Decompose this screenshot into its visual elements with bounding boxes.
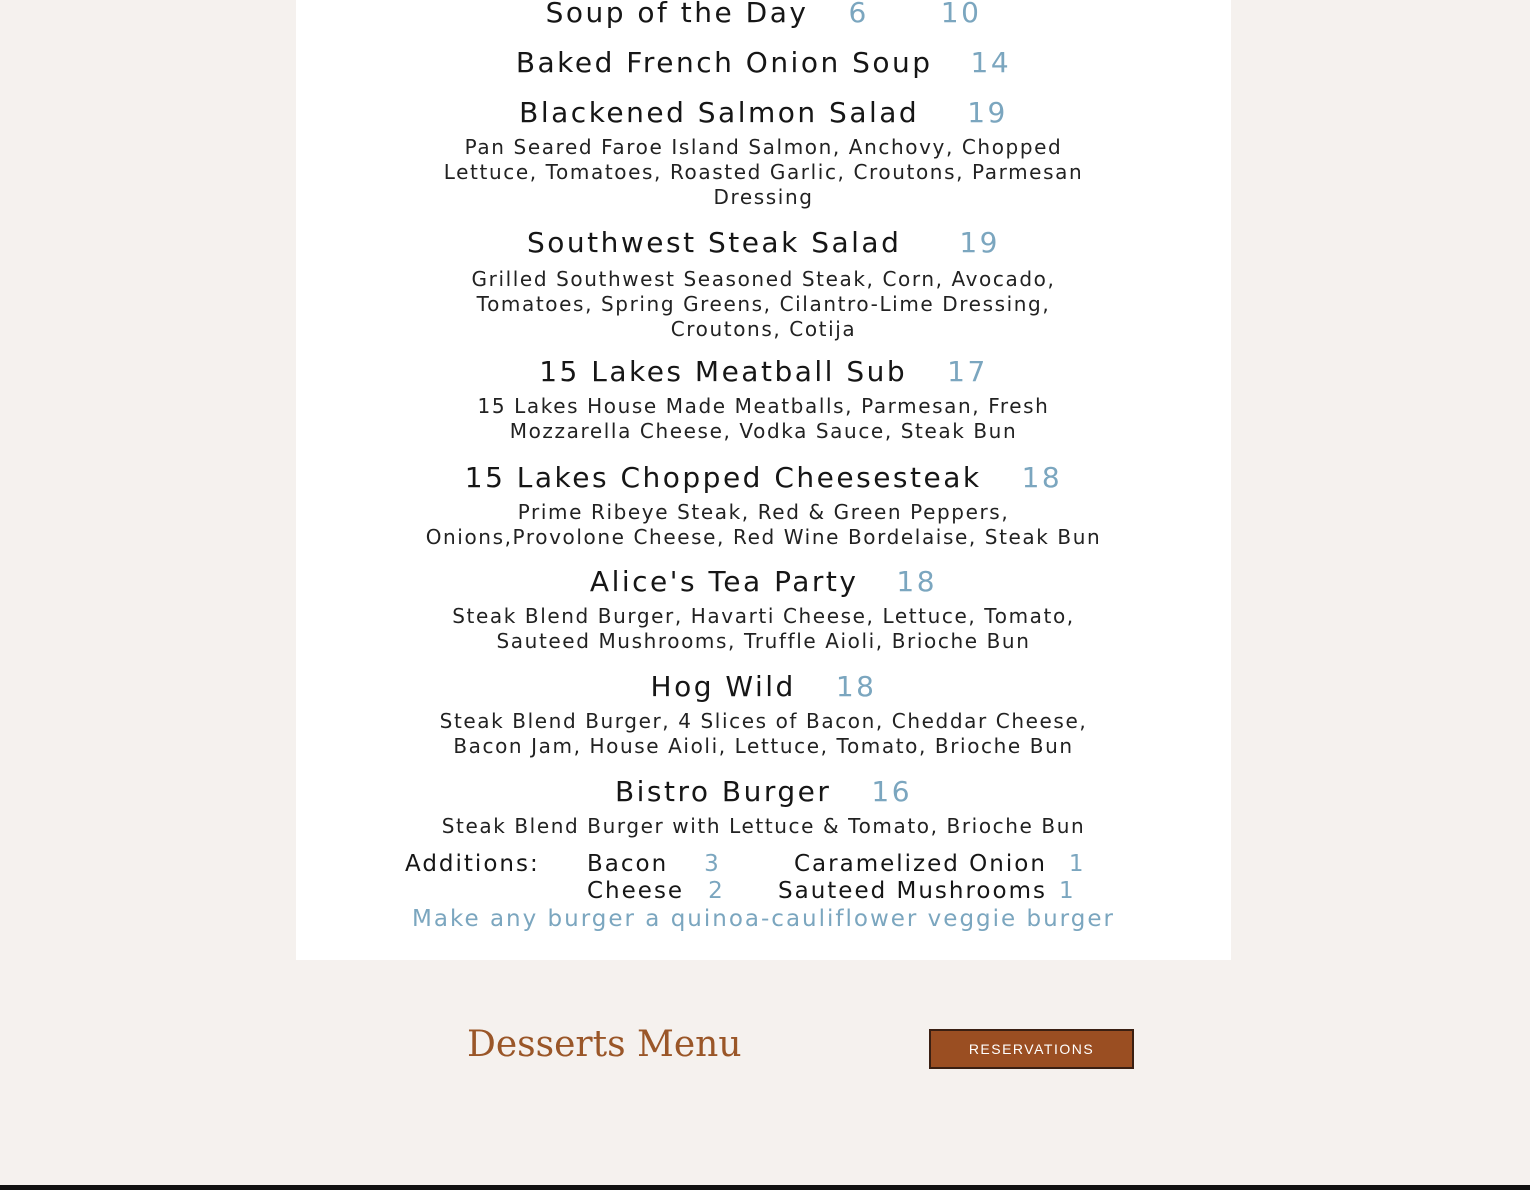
- addition-price: 2: [708, 878, 725, 904]
- desserts-menu-link[interactable]: Desserts Menu: [467, 1024, 742, 1065]
- menu-item-title: [296, 47, 1231, 79]
- item-price: 19: [959, 226, 1000, 259]
- description-line: Bacon Jam, House Aioli, Lettuce, Tomato, Brioche Bun: [453, 734, 1074, 758]
- description-line: Tomatoes, Spring Greens, Cilantro-Lime Dressing,: [476, 292, 1051, 316]
- item-price: 14: [970, 46, 1012, 79]
- menu-image: [296, 0, 1231, 960]
- item-price: 16: [871, 775, 913, 808]
- item-description: [296, 267, 1231, 342]
- menu-item-title: [296, 776, 1231, 808]
- addition-name: Bacon: [587, 851, 669, 877]
- item-name: Southwest Steak Salad: [526, 226, 902, 259]
- addition-name: Sauteed Mushrooms: [778, 878, 1047, 904]
- menu-item-title: [296, 0, 1231, 29]
- description-line: Grilled Southwest Seasoned Steak, Corn, Avocado,: [471, 267, 1056, 291]
- menu-item-title: [296, 97, 1231, 129]
- addition-name: Cheese: [587, 878, 685, 904]
- description-line: Lettuce, Tomatoes, Roasted Garlic, Croutons, Parmesan: [443, 160, 1084, 184]
- description-line: Onions,Provolone Cheese, Red Wine Bordelaise, Steak Bun: [425, 525, 1102, 549]
- addition-price: 1: [1068, 851, 1086, 877]
- item-price: 19: [967, 96, 1008, 129]
- description-line: 15 Lakes House Made Meatballs, Parmesan, Fresh: [477, 394, 1050, 418]
- description-line: Pan Seared Faroe Island Salmon, Anchovy, Chopped: [464, 135, 1063, 159]
- description-line: Croutons, Cotija: [670, 317, 857, 341]
- item-description: [296, 709, 1231, 759]
- addition-cheese: [587, 877, 725, 905]
- menu-item-title: [296, 671, 1231, 703]
- item-name: Blackened Salmon Salad: [519, 96, 920, 129]
- item-price: 17: [947, 355, 988, 388]
- page-bottom-divider: [0, 1185, 1530, 1190]
- item-name: Soup of the Day: [545, 0, 809, 29]
- additions-label: Additions:: [405, 851, 540, 877]
- reservations-button[interactable]: RESERVATIONS: [929, 1029, 1134, 1069]
- addition-name: Caramelized Onion: [794, 851, 1047, 877]
- addition-bacon: [587, 850, 721, 878]
- description-line: Steak Blend Burger with Lettuce & Tomato, Brioche Bun: [441, 814, 1086, 838]
- item-description: [296, 500, 1231, 550]
- item-price-large: 10: [940, 0, 982, 29]
- description-line: Prime Ribeye Steak, Red & Green Peppers,: [517, 500, 1010, 524]
- description-line: Mozzarella Cheese, Vodka Sauce, Steak Bun: [509, 419, 1018, 443]
- item-name: Alice's Tea Party: [589, 565, 859, 598]
- addition-sauteed-mushrooms: [778, 877, 1076, 905]
- item-description: [296, 135, 1231, 210]
- item-price: 18: [835, 670, 877, 703]
- item-description: [296, 814, 1231, 839]
- item-name: 15 Lakes Meatball Sub: [539, 355, 908, 388]
- item-price: 18: [896, 565, 938, 598]
- item-name: 15 Lakes Chopped Cheesesteak: [464, 461, 982, 494]
- menu-item-title: [296, 227, 1231, 259]
- item-description: [296, 394, 1231, 444]
- addition-caramelized-onion: [794, 850, 1086, 878]
- menu-item-title: [296, 356, 1231, 388]
- item-description: [296, 604, 1231, 654]
- description-line: Dressing: [713, 185, 814, 209]
- item-name: Bistro Burger: [614, 775, 832, 808]
- addition-price: 1: [1058, 878, 1076, 904]
- addition-price: 3: [704, 851, 721, 877]
- description-line: Sauteed Mushrooms, Truffle Aioli, Brioche Bun: [496, 629, 1031, 653]
- menu-item-title: [296, 566, 1231, 598]
- item-name: Baked French Onion Soup: [515, 46, 933, 79]
- description-line: Steak Blend Burger, 4 Slices of Bacon, Cheddar Cheese,: [439, 709, 1088, 733]
- item-price: 18: [1021, 461, 1063, 494]
- item-price: 6: [848, 0, 869, 29]
- veggie-burger-note: Make any burger a quinoa-cauliflower veggie burger: [412, 906, 1115, 932]
- description-line: Steak Blend Burger, Havarti Cheese, Lettuce, Tomato,: [452, 604, 1075, 628]
- menu-item-title: [296, 462, 1231, 494]
- item-name: Hog Wild: [650, 670, 796, 703]
